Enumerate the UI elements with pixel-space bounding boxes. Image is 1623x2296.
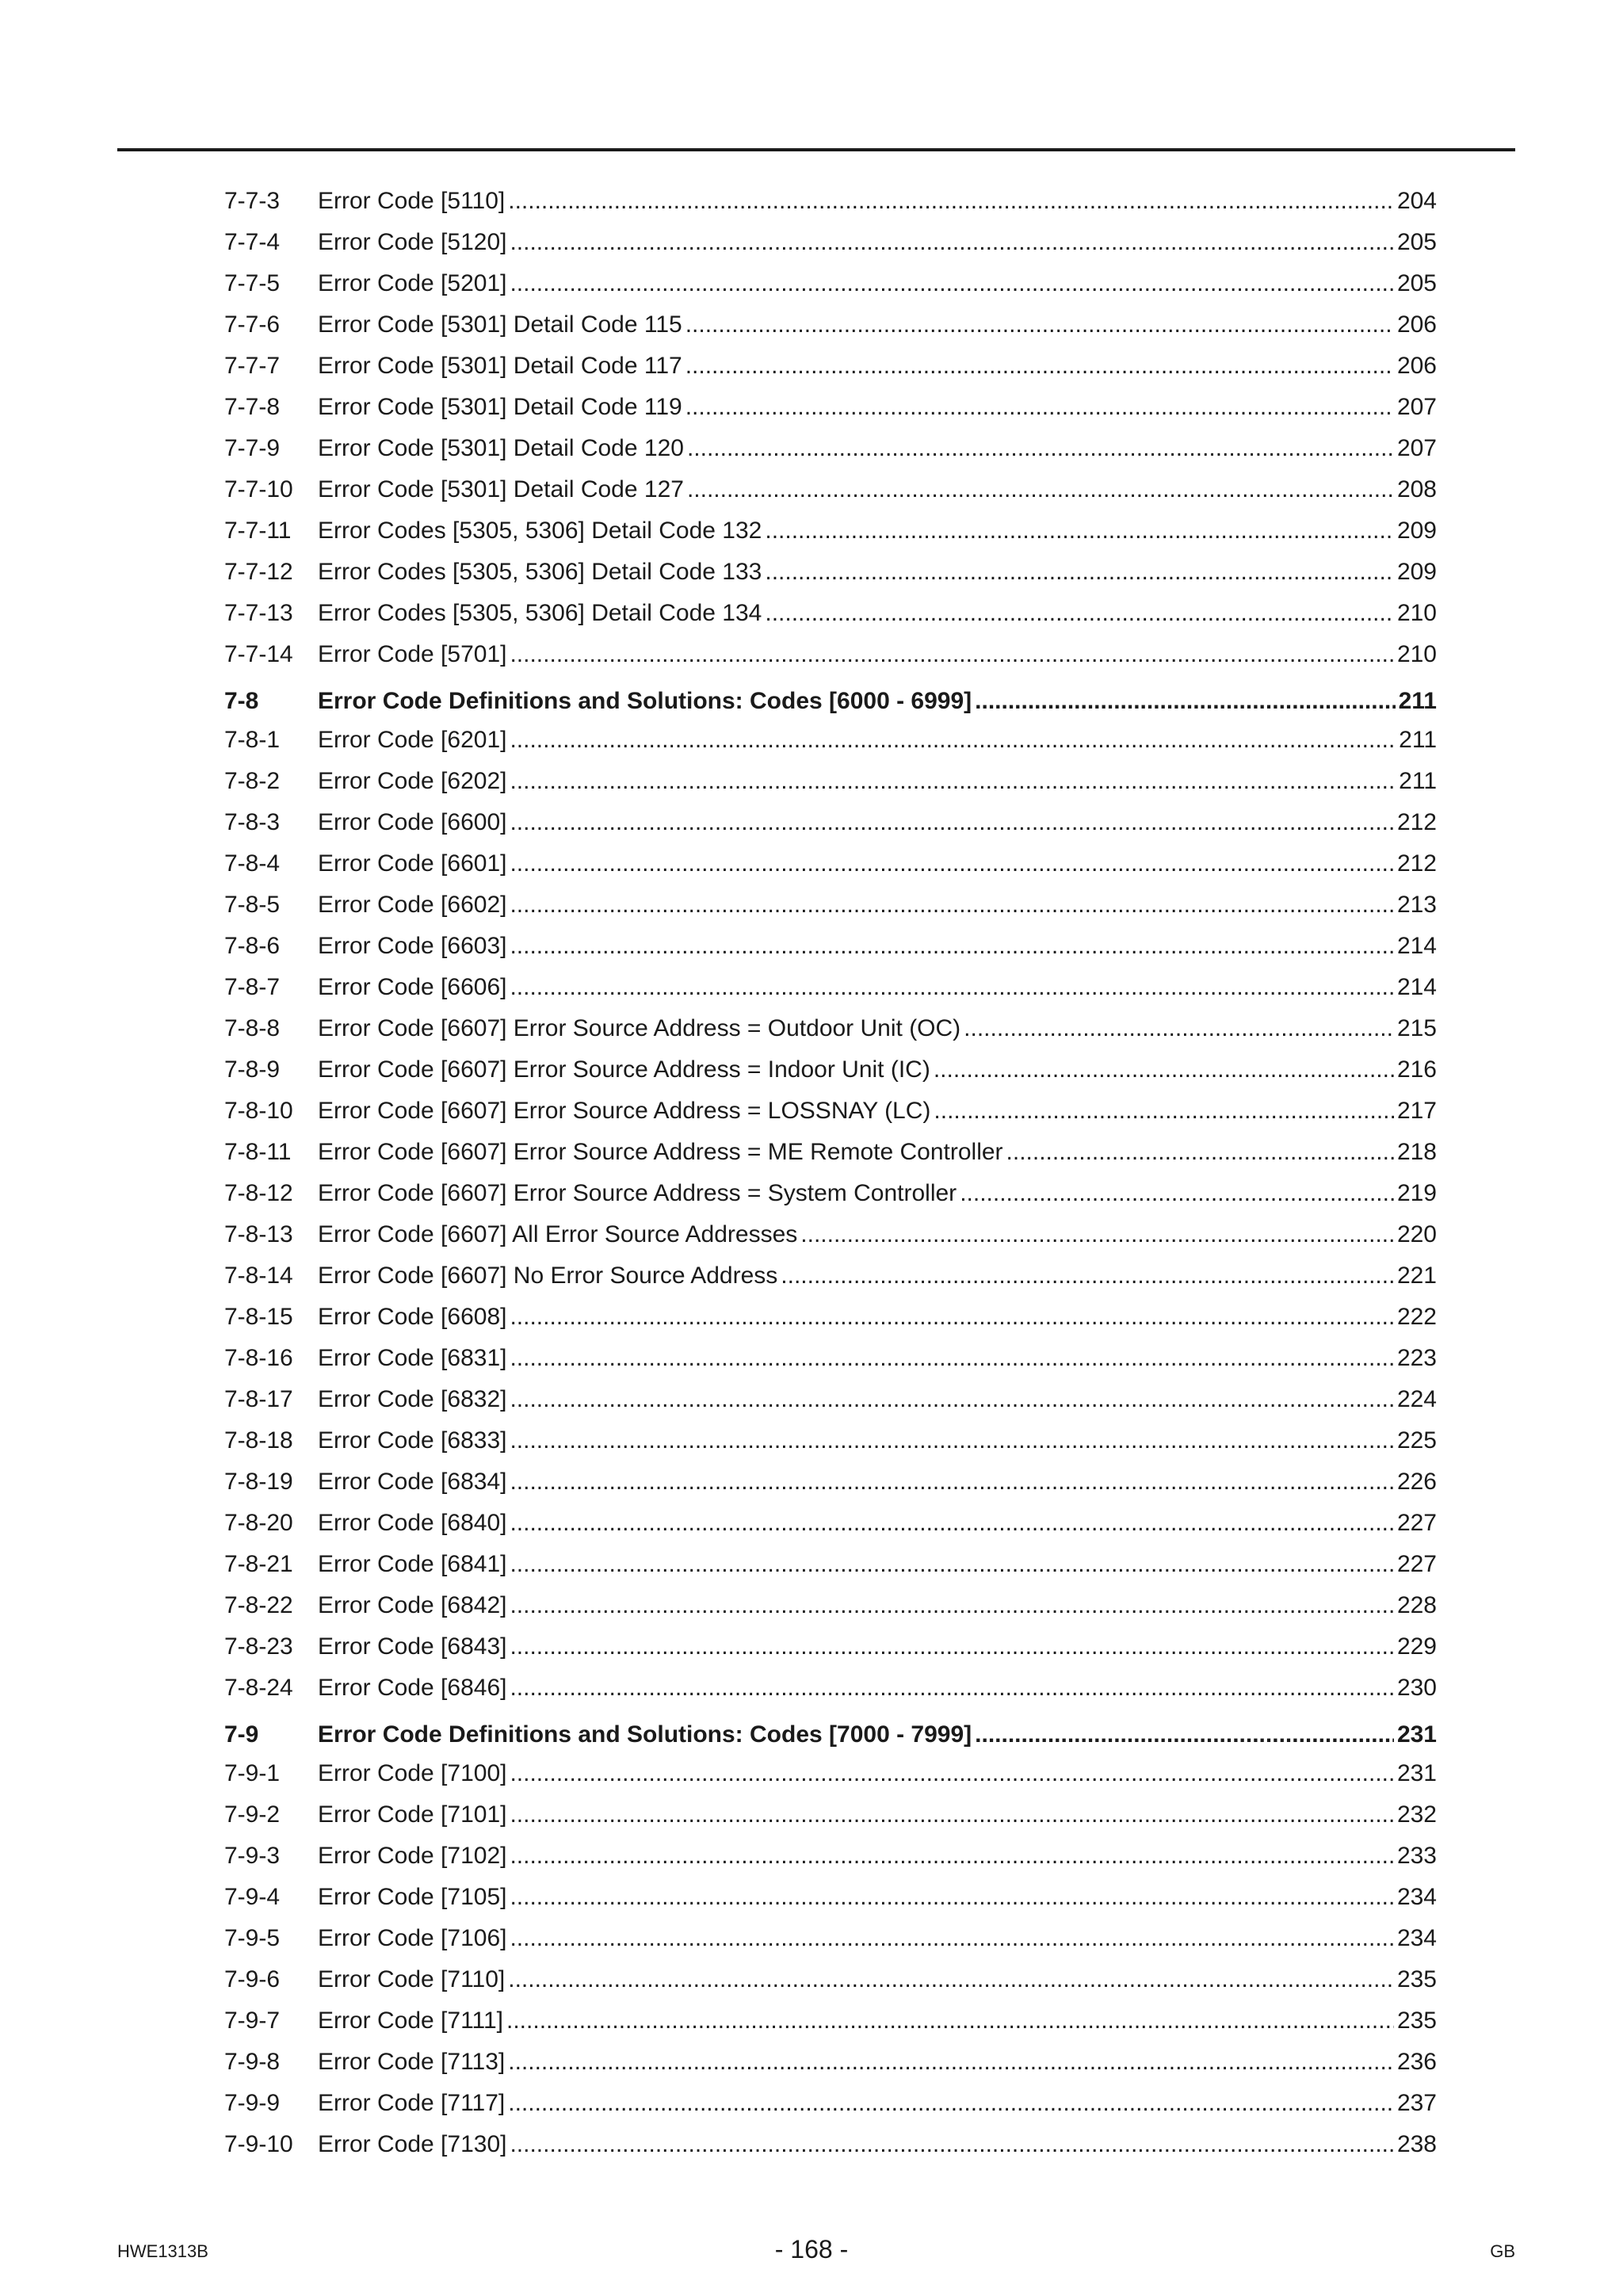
toc-entry-number: 7-8-2	[224, 768, 281, 794]
toc-entry-number: 7-8-21	[224, 1551, 293, 1577]
toc-entry-page: 215	[1396, 1015, 1437, 1041]
dot-leader	[765, 510, 1394, 552]
dot-leader	[510, 1461, 1393, 1503]
toc-entry-number: 7-8-14	[224, 1263, 293, 1289]
toc-entry-number: 7-9-3	[224, 1843, 281, 1869]
toc-row[interactable]	[224, 1626, 1437, 1668]
dot-leader	[1006, 1132, 1394, 1173]
dot-leader	[510, 1918, 1393, 1959]
toc-entry-page: 230	[1396, 1675, 1437, 1701]
toc-entry-title: Error Code [7113]	[318, 2049, 506, 2075]
dot-leader	[508, 181, 1394, 222]
dot-leader	[687, 469, 1394, 510]
toc-entry-number: 7-8-13	[224, 1221, 293, 1247]
toc-row[interactable]	[224, 802, 1437, 843]
toc-entry-title: Error Code [7100]	[318, 1760, 507, 1786]
toc-entry-number: 7-9-7	[224, 2008, 281, 2034]
dot-leader	[765, 552, 1394, 593]
toc-entry-page: 211	[1399, 727, 1437, 753]
dot-leader	[508, 2083, 1394, 2124]
toc-entry-number: 7-9	[224, 1721, 259, 1748]
dot-leader	[510, 802, 1393, 843]
toc-row[interactable]	[224, 2124, 1437, 2165]
toc-entry-number: 7-7-5	[224, 270, 281, 296]
region-code: GB	[1490, 2241, 1515, 2261]
toc-entry-page: 226	[1396, 1469, 1437, 1495]
toc-entry-title: Error Code [7117]	[318, 2090, 506, 2116]
toc-row[interactable]	[224, 761, 1437, 802]
toc-entry-page: 211	[1399, 768, 1437, 794]
toc-row[interactable]	[224, 181, 1437, 222]
toc-row[interactable]	[224, 2042, 1437, 2083]
toc-entry-number: 7-8-19	[224, 1469, 293, 1495]
toc-entry-title: Error Code [5301] Detail Code 119	[318, 394, 682, 420]
toc-entry-page: 211	[1398, 688, 1437, 714]
toc-row[interactable]	[224, 387, 1437, 428]
toc-entry-page: 234	[1396, 1884, 1437, 1910]
toc-row[interactable]	[224, 1544, 1437, 1585]
toc-entry-page: 210	[1396, 600, 1437, 626]
toc-entry-title: Error Codes [5305, 5306] Detail Code 134	[318, 600, 762, 626]
toc-entry-number: 7-8-1	[224, 727, 281, 753]
toc-row[interactable]	[224, 1461, 1437, 1503]
toc-entry-number: 7-8-8	[224, 1015, 281, 1041]
dot-leader	[510, 263, 1393, 304]
toc-entry-number: 7-9-9	[224, 2090, 281, 2116]
toc-entry-page: 212	[1396, 809, 1437, 835]
toc-entry-page: 205	[1396, 270, 1437, 296]
toc-entry-title: Error Code [6601]	[318, 850, 507, 877]
toc-entry-title: Error Code [7130]	[318, 2131, 507, 2157]
toc-entry-page: 220	[1396, 1221, 1437, 1247]
toc-entry-page: 232	[1396, 1801, 1437, 1828]
toc-entry-title: Error Code [6607] Error Source Address = LOSSNAY (LC)	[318, 1098, 931, 1124]
toc-entry-title: Error Code [5301] Detail Code 127	[318, 476, 684, 502]
dot-leader	[960, 1173, 1394, 1214]
dot-leader	[510, 1794, 1393, 1836]
toc-entry-title: Error Code [6846]	[318, 1675, 507, 1701]
toc-row[interactable]	[224, 1753, 1437, 1794]
toc-entry-title: Error Code [5301] Detail Code 117	[318, 353, 682, 379]
toc-entry-title: Error Code [7105]	[318, 1884, 507, 1910]
toc-row[interactable]	[224, 1173, 1437, 1214]
toc-entry-title: Error Code [6607] Error Source Address = System Controller	[318, 1180, 957, 1206]
toc-row[interactable]	[224, 1214, 1437, 1255]
toc-entry-page: 207	[1396, 394, 1437, 420]
toc-entry-number: 7-7-9	[224, 435, 281, 461]
toc-entry-number: 7-8-24	[224, 1675, 293, 1701]
dot-leader	[685, 346, 1394, 387]
toc-row[interactable]	[224, 2083, 1437, 2124]
toc-entry-page: 216	[1396, 1056, 1437, 1083]
dot-leader	[975, 1717, 1394, 1753]
toc-row[interactable]	[224, 1877, 1437, 1918]
toc-entry-title: Error Code [6842]	[318, 1592, 507, 1618]
dot-leader	[975, 683, 1395, 720]
toc-entry-number: 7-8-12	[224, 1180, 293, 1206]
toc-row[interactable]	[224, 1132, 1437, 1173]
dot-leader	[964, 1008, 1394, 1049]
dot-leader	[934, 1049, 1394, 1091]
toc-entry-page: 237	[1396, 2090, 1437, 2116]
toc-entry-number: 7-9-5	[224, 1925, 281, 1951]
toc-row[interactable]	[224, 510, 1437, 552]
toc-row[interactable]	[224, 263, 1437, 304]
toc-entry-title: Error Code [7111]	[318, 2008, 504, 2034]
toc-entry-title: Error Code Definitions and Solutions: Codes [6000 - 6999]	[318, 688, 972, 714]
toc-entry-page: 222	[1396, 1304, 1437, 1330]
toc-row[interactable]	[224, 1668, 1437, 1709]
toc-entry-number: 7-8-10	[224, 1098, 293, 1124]
toc-row[interactable]	[224, 1297, 1437, 1338]
toc-entry-number: 7-8-16	[224, 1345, 293, 1371]
toc-entry-title: Error Code [6607] Error Source Address = Indoor Unit (IC)	[318, 1056, 930, 1083]
toc-entry-page: 227	[1396, 1510, 1437, 1536]
toc-entry-title: Error Code [7102]	[318, 1843, 507, 1869]
toc-entry-title: Error Codes [5305, 5306] Detail Code 132	[318, 518, 762, 544]
toc-entry-number: 7-7-13	[224, 600, 293, 626]
toc-entry-title: Error Code [6833]	[318, 1427, 507, 1454]
toc-entry-title: Error Code [6600]	[318, 809, 507, 835]
toc-entry-page: 209	[1396, 518, 1437, 544]
toc-entry-number: 7-8-7	[224, 974, 281, 1000]
toc-entry-page: 212	[1396, 850, 1437, 877]
dot-leader	[510, 1585, 1393, 1626]
dot-leader	[685, 387, 1394, 428]
toc-entry-title: Error Code [6607] No Error Source Address	[318, 1263, 778, 1289]
toc-entry-number: 7-8-11	[224, 1139, 292, 1165]
toc-entry-page: 214	[1396, 974, 1437, 1000]
toc-entry-title: Error Code [5301] Detail Code 120	[318, 435, 684, 461]
toc-row[interactable]	[224, 884, 1437, 926]
toc-entry-title: Error Codes [5305, 5306] Detail Code 133	[318, 559, 762, 585]
dot-leader	[510, 967, 1393, 1008]
dot-leader	[510, 2124, 1393, 2165]
dot-leader	[685, 304, 1394, 346]
toc-entry-number: 7-7-10	[224, 476, 293, 502]
toc-entry-page: 206	[1396, 311, 1437, 338]
toc-entry-number: 7-7-4	[224, 229, 281, 255]
toc-row[interactable]	[224, 1379, 1437, 1420]
toc-entry-title: Error Code [6201]	[318, 727, 507, 753]
toc-entry-page: 225	[1396, 1427, 1437, 1454]
toc-row[interactable]	[224, 1836, 1437, 1877]
toc-entry-page: 227	[1396, 1551, 1437, 1577]
toc-entry-page: 233	[1396, 1843, 1437, 1869]
toc-entry-number: 7-7-12	[224, 559, 293, 585]
toc-entry-page: 221	[1396, 1263, 1437, 1289]
toc-row[interactable]	[224, 1338, 1437, 1379]
toc-row[interactable]	[224, 634, 1437, 675]
toc-entry-title: Error Code [7101]	[318, 1801, 507, 1828]
toc-entry-page: 224	[1396, 1386, 1437, 1412]
toc-row[interactable]	[224, 843, 1437, 884]
toc-entry-number: 7-7-8	[224, 394, 281, 420]
toc-row[interactable]	[224, 1008, 1437, 1049]
toc-entry-title: Error Code [5701]	[318, 641, 507, 667]
toc-entry-page: 206	[1396, 353, 1437, 379]
toc-section-row[interactable]	[224, 683, 1437, 720]
toc-entry-number: 7-9-2	[224, 1801, 281, 1828]
dot-leader	[510, 1297, 1393, 1338]
dot-leader	[510, 720, 1396, 761]
toc-entry-title: Error Code [6602]	[318, 892, 507, 918]
toc-entry-title: Error Code [7106]	[318, 1925, 507, 1951]
toc-row[interactable]	[224, 1959, 1437, 2000]
dot-leader	[510, 1626, 1393, 1668]
table-of-contents	[224, 181, 1437, 2165]
toc-entry-page: 205	[1396, 229, 1437, 255]
toc-row[interactable]	[224, 2000, 1437, 2042]
toc-entry-page: 210	[1396, 641, 1437, 667]
toc-entry-number: 7-8-5	[224, 892, 281, 918]
toc-entry-page: 238	[1396, 2131, 1437, 2157]
toc-entry-page: 223	[1396, 1345, 1437, 1371]
toc-row[interactable]	[224, 1503, 1437, 1544]
toc-row[interactable]	[224, 469, 1437, 510]
toc-entry-number: 7-9-1	[224, 1760, 281, 1786]
toc-section-row[interactable]	[224, 1717, 1437, 1753]
toc-row[interactable]	[224, 1794, 1437, 1836]
toc-entry-title: Error Code [5110]	[318, 188, 506, 214]
toc-entry-number: 7-8-18	[224, 1427, 293, 1454]
toc-entry-number: 7-9-8	[224, 2049, 281, 2075]
dot-leader	[508, 1959, 1394, 2000]
toc-entry-page: 217	[1396, 1098, 1437, 1124]
toc-entry-title: Error Code [6607] Error Source Address = Outdoor Unit (OC)	[318, 1015, 961, 1041]
toc-entry-page: 209	[1396, 559, 1437, 585]
toc-entry-title: Error Code [6834]	[318, 1469, 507, 1495]
toc-entry-page: 218	[1396, 1139, 1437, 1165]
toc-entry-number: 7-8-3	[224, 809, 281, 835]
dot-leader	[510, 1877, 1393, 1918]
toc-row[interactable]	[224, 346, 1437, 387]
dot-leader	[508, 2042, 1394, 2083]
toc-entry-title: Error Code [5201]	[318, 270, 507, 296]
dot-leader	[765, 593, 1394, 634]
dot-leader	[510, 884, 1393, 926]
toc-entry-number: 7-8-15	[224, 1304, 293, 1330]
toc-entry-title: Error Code [6608]	[318, 1304, 507, 1330]
toc-entry-title: Error Code [6843]	[318, 1633, 507, 1660]
toc-entry-title: Error Code [6841]	[318, 1551, 507, 1577]
toc-row[interactable]	[224, 428, 1437, 469]
toc-entry-number: 7-7-11	[224, 518, 292, 544]
toc-row[interactable]	[224, 222, 1437, 263]
toc-entry-page: 219	[1396, 1180, 1437, 1206]
toc-row[interactable]	[224, 967, 1437, 1008]
toc-row[interactable]	[224, 304, 1437, 346]
toc-entry-page: 208	[1396, 476, 1437, 502]
dot-leader	[510, 1753, 1393, 1794]
toc-entry-number: 7-8-20	[224, 1510, 293, 1536]
toc-entry-number: 7-8-9	[224, 1056, 281, 1083]
dot-leader	[510, 222, 1393, 263]
toc-entry-page: 231	[1396, 1760, 1437, 1786]
toc-entry-page: 235	[1396, 1966, 1437, 1992]
toc-row[interactable]	[224, 1585, 1437, 1626]
toc-entry-page: 228	[1396, 1592, 1437, 1618]
toc-row[interactable]	[224, 1255, 1437, 1297]
toc-entry-page: 235	[1396, 2008, 1437, 2034]
toc-entry-title: Error Code [6840]	[318, 1510, 507, 1536]
dot-leader	[510, 1503, 1393, 1544]
toc-row[interactable]	[224, 593, 1437, 634]
toc-row[interactable]	[224, 1091, 1437, 1132]
toc-entry-page: 213	[1396, 892, 1437, 918]
toc-entry-number: 7-7-7	[224, 353, 281, 379]
toc-entry-number: 7-8-4	[224, 850, 281, 877]
toc-row[interactable]	[224, 1420, 1437, 1461]
toc-entry-number: 7-8	[224, 688, 259, 714]
toc-entry-number: 7-7-3	[224, 188, 281, 214]
toc-entry-number: 7-9-4	[224, 1884, 281, 1910]
toc-entry-title: Error Code [5120]	[318, 229, 507, 255]
toc-entry-number: 7-9-10	[224, 2131, 293, 2157]
toc-entry-title: Error Code [5301] Detail Code 115	[318, 311, 682, 338]
dot-leader	[510, 1836, 1393, 1877]
dot-leader	[687, 428, 1394, 469]
dot-leader	[781, 1255, 1394, 1297]
toc-entry-number: 7-8-6	[224, 933, 281, 959]
dot-leader	[510, 761, 1396, 802]
toc-entry-title: Error Code [7110]	[318, 1966, 506, 1992]
toc-entry-title: Error Code [6202]	[318, 768, 507, 794]
toc-entry-number: 7-8-23	[224, 1633, 293, 1660]
toc-entry-title: Error Code Definitions and Solutions: Codes [7000 - 7999]	[318, 1721, 972, 1748]
toc-entry-page: 214	[1396, 933, 1437, 959]
toc-entry-title: Error Code [6603]	[318, 933, 507, 959]
dot-leader	[934, 1091, 1394, 1132]
dot-leader	[510, 1668, 1393, 1709]
toc-row[interactable]	[224, 926, 1437, 967]
dot-leader	[510, 634, 1393, 675]
toc-entry-title: Error Code [6832]	[318, 1386, 507, 1412]
toc-entry-page: 231	[1396, 1721, 1437, 1748]
toc-row[interactable]	[224, 720, 1437, 761]
toc-entry-page: 234	[1396, 1925, 1437, 1951]
toc-row[interactable]	[224, 552, 1437, 593]
toc-entry-number: 7-7-14	[224, 641, 293, 667]
toc-entry-page: 236	[1396, 2049, 1437, 2075]
toc-entry-number: 7-7-6	[224, 311, 281, 338]
header-rule	[117, 148, 1515, 151]
toc-entry-number: 7-8-22	[224, 1592, 293, 1618]
toc-entry-page: 229	[1396, 1633, 1437, 1660]
toc-entry-title: Error Code [6606]	[318, 974, 507, 1000]
dot-leader	[506, 2000, 1394, 2042]
toc-row[interactable]	[224, 1918, 1437, 1959]
dot-leader	[510, 926, 1393, 967]
toc-entry-title: Error Code [6607] All Error Source Addresses	[318, 1221, 798, 1247]
dot-leader	[510, 1379, 1393, 1420]
dot-leader	[510, 843, 1393, 884]
toc-entry-number: 7-9-6	[224, 1966, 281, 1992]
document-id: HWE1313B	[117, 2241, 208, 2261]
page-number: - 168 -	[774, 2235, 849, 2264]
toc-entry-title: Error Code [6607] Error Source Address = ME Remote Controller	[318, 1139, 1003, 1165]
dot-leader	[800, 1214, 1394, 1255]
toc-row[interactable]	[224, 1049, 1437, 1091]
dot-leader	[510, 1420, 1393, 1461]
dot-leader	[510, 1544, 1393, 1585]
toc-entry-title: Error Code [6831]	[318, 1345, 507, 1371]
toc-entry-page: 204	[1396, 188, 1437, 214]
toc-entry-number: 7-8-17	[224, 1386, 293, 1412]
toc-entry-page: 207	[1396, 435, 1437, 461]
dot-leader	[510, 1338, 1393, 1379]
